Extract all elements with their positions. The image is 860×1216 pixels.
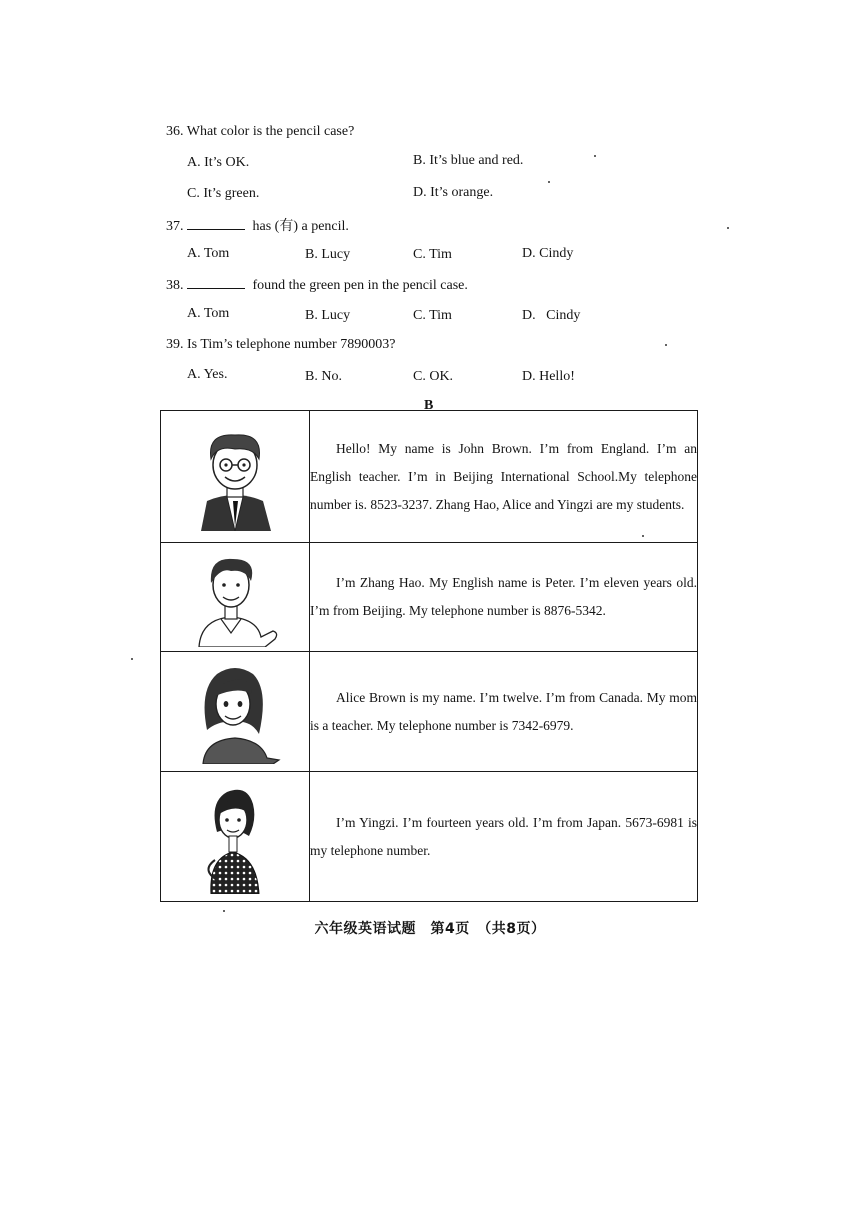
option-39-b: B. No. [305,369,342,384]
option-36-a: A. It’s OK. [187,155,250,170]
answer-blank [187,276,245,289]
profile-text: Alice Brown is my name. I’m twelve. I’m from Canada. My mom is a teacher. My telephone number is 7342-6979. [310,689,697,733]
profile-picture-cell [161,543,310,652]
option-37-d: D. Cindy [522,246,574,261]
profile-row [161,411,698,543]
page-footer: 六年级英语试题 第4页 （共8页） [314,921,546,937]
question-39 [166,337,395,353]
question-number: 39. [166,337,184,352]
option-38-d: D. Cindy [522,308,581,323]
scan-speck [665,344,667,346]
profile-text: Hello! My name is John Brown. I’m from England. I’m an English teacher. I’m in Beijing International School.My telephone number is. 8523-3237. Zhang Hao, Alice and Yingzi are my students. [310,440,697,512]
option-39-a: A. Yes. [187,367,228,382]
question-38 [166,276,468,294]
question-prompt: found the green pen in the pencil case. [252,278,468,293]
profile-picture-cell [161,772,310,902]
scan-speck [548,181,550,183]
profile-picture-cell [161,411,310,543]
option-38-b: B. Lucy [305,308,351,323]
option-36-b: B. It’s blue and red. [413,153,524,168]
question-37 [166,215,349,235]
question-prompt: has (有) a pencil. [252,219,349,234]
profile-text: I’m Zhang Hao. My English name is Peter. I’m eleven years old. I’m from Beijing. My telephone number is 8876-5342. [310,575,697,618]
profile-text: I’m Yingzi. I’m fourteen years old. I’m from Japan. 5673-6981 is my telephone number. [310,814,697,858]
teacher-with-glasses-icon [187,423,283,531]
scan-speck [131,658,133,660]
girl-polka-dot-dress-icon [187,780,283,894]
question-number: 38. [166,278,184,293]
girl-long-hair-icon [187,660,283,764]
profile-text-cell [310,411,698,543]
option-39-c: C. OK. [413,369,454,384]
option-39-d: D. Hello! [522,369,575,384]
question-number: 36. [166,124,184,139]
section-label: B [424,398,434,413]
profile-row [161,772,698,902]
profile-row [161,543,698,652]
option-37-a: A. Tom [187,246,230,261]
profile-picture-cell [161,652,310,772]
profile-text-cell [310,543,698,652]
scan-speck [223,910,225,912]
question-number: 37. [166,219,184,234]
option-37-c: C. Tim [413,247,452,262]
question-prompt: What color is the pencil case? [186,124,355,139]
answer-blank [187,217,245,230]
profile-row [161,652,698,772]
option-36-d: D. It’s orange. [413,185,494,200]
option-38-c: C. Tim [413,308,452,323]
profile-text-cell [310,652,698,772]
scan-speck [642,535,644,537]
profile-text-cell [310,772,698,902]
option-36-c: C. It’s green. [187,186,260,201]
option-37-b: B. Lucy [305,247,351,262]
profile-table [160,410,698,902]
question-36 [166,124,354,140]
boy-waving-icon [187,547,283,647]
scan-speck [727,227,729,229]
question-prompt: Is Tim’s telephone number 7890003? [187,337,396,352]
option-38-a: A. Tom [187,306,230,321]
scan-speck [594,155,596,157]
